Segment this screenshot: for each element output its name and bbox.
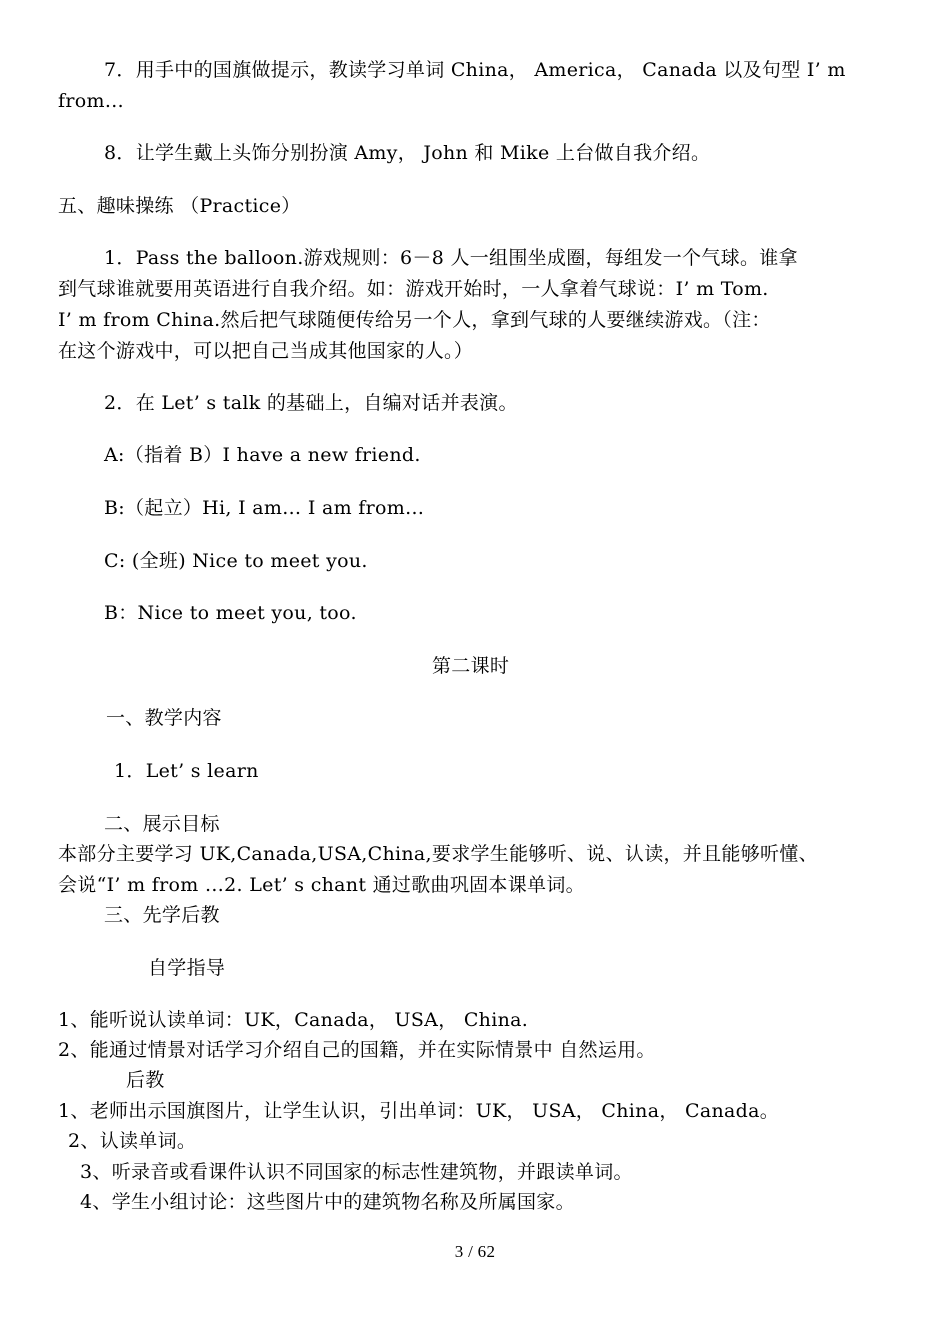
text-line: 到气球谁就要用英语进行自我介绍。如：游戏开始时，一人拿着气球说：I’ m Tom. xyxy=(58,278,769,300)
dialogue-line: B:（起立）Hi, I am… I am from… xyxy=(104,497,425,519)
text-line: 3、听录音或看课件认识不同国家的标志性建筑物，并跟读单词。 xyxy=(80,1161,633,1183)
text-line: 本部分主要学习 UK,Canada,USA,China,要求学生能够听、说、认读，并且能够听懂、 xyxy=(58,843,818,865)
section-heading: 一、教学内容 xyxy=(106,707,222,729)
subheading: 自学指导 xyxy=(148,957,226,979)
subheading: 后教 xyxy=(126,1069,165,1091)
text-line: 1．Pass the balloon.游戏规则：6－8 人一组围坐成圈，每组发一个气球。谁拿 xyxy=(104,247,798,269)
section-heading: 二、展示目标 xyxy=(104,813,220,835)
text-line: 1、能听说认读单词：UK，Canada， USA， China. xyxy=(58,1009,529,1031)
lesson-title: 第二课时 xyxy=(432,655,510,677)
page-number: 3 / 62 xyxy=(454,1242,496,1261)
text-line: 1、老师出示国旗图片，让学生认识，引出单词：UK， USA， China， Canada。 xyxy=(58,1100,780,1122)
section-heading: 五、趣味操练 （Practice） xyxy=(58,195,301,217)
text-line: 2、认读单词。 xyxy=(68,1130,197,1152)
text-line: 1．Let’ s learn xyxy=(114,760,259,782)
text-line: 7．用手中的国旗做提示，教读学习单词 China， America， Canada 以及句型 I’ m xyxy=(104,59,846,81)
text-line: 4、学生小组讨论：这些图片中的建筑物名称及所属国家。 xyxy=(80,1191,575,1213)
dialogue-line: A:（指着 B）I have a new friend. xyxy=(104,444,421,466)
dialogue-line: B：Nice to meet you, too. xyxy=(104,602,357,624)
text-line: from… xyxy=(58,90,125,112)
dialogue-line: C: (全班) Nice to meet you. xyxy=(104,550,368,572)
text-line: 在这个游戏中，可以把自己当成其他国家的人。） xyxy=(58,340,474,362)
text-line: 会说“I’ m from …2. Let’ s chant 通过歌曲巩固本课单词。 xyxy=(58,874,585,896)
section-heading: 三、先学后教 xyxy=(104,904,220,926)
text-line: 2．在 Let’ s talk 的基础上，自编对话并表演。 xyxy=(104,392,518,414)
text-line: 2、能通过情景对话学习介绍自己的国籍，并在实际情景中 自然运用。 xyxy=(58,1039,656,1061)
text-line: 8．让学生戴上头饰分别扮演 Amy， John 和 Mike 上台做自我介绍。 xyxy=(104,142,711,164)
text-line: I’ m from China.然后把气球随便传给另一个人，拿到气球的人要继续游戏。（注： xyxy=(58,309,771,331)
